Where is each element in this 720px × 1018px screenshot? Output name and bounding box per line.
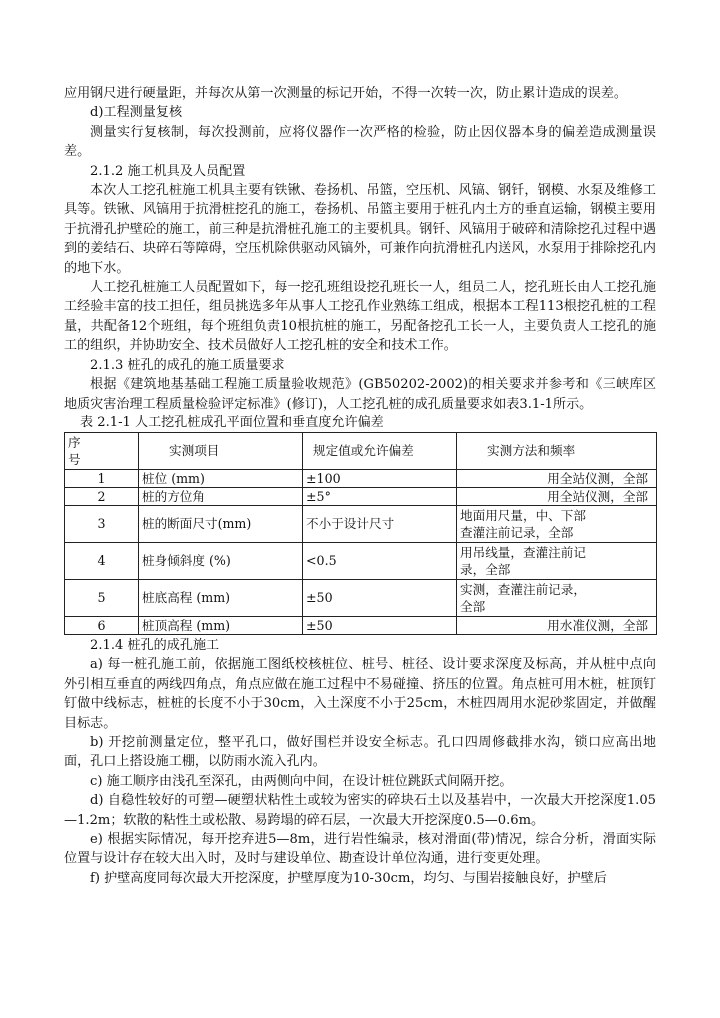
cell-method: 用水准仪测，全部 xyxy=(457,616,657,634)
header-spec: 规定值或允许偏差 xyxy=(303,432,457,469)
section-heading: 2.1.3 桩孔的成孔的施工质量要求 xyxy=(90,357,285,373)
cell-no: 6 xyxy=(65,616,139,634)
table-row xyxy=(65,505,657,542)
cell-method: 用全站仪测，全部 xyxy=(457,487,657,505)
cell-item: 桩顶高程 (mm) xyxy=(139,616,303,634)
paragraph: 人工挖孔桩施工人员配置如下，每一挖孔班组设挖孔班长一人，组员二人，挖孔班长由人工挖孔施工经验丰富的技工担任，组员挑选多年从事人工挖孔作业熟练工组成，根据本工程113根挖孔桩的工程量，共配备12个班组，每个班组负责10根抗桩的施工，另配备挖孔工长一人，主要负责人工挖孔的施工的组织，并协助安全、技术员做好人工挖孔桩的安全和技术工作。 xyxy=(64,280,656,354)
cell-method: 地面用尺量，中、下部 查灌注前记录，全部 xyxy=(457,505,657,542)
cell-spec: 不小于设计尺寸 xyxy=(303,505,457,542)
table-caption: 表 2.1-1 人工挖孔桩成孔平面位置和垂直度允许偏差 xyxy=(80,414,384,430)
cell-spec: ±5° xyxy=(303,487,457,505)
cell-spec: <0.5 xyxy=(303,542,457,579)
table-row xyxy=(65,542,657,579)
paragraph: c) 施工顺序由浅孔至深孔，由两侧向中间，在设计桩位跳跃式间隔开挖。 xyxy=(90,773,513,789)
cell-no: 2 xyxy=(65,487,139,505)
cell-spec: ±100 xyxy=(303,469,457,487)
cell-no: 5 xyxy=(65,579,139,616)
header-method: 实测方法和频率 xyxy=(457,432,657,469)
paragraph: 应用钢尺进行硬量距，并每次从第一次测量的标记开始，不得一次转一次，防止累计造成的误差。 xyxy=(64,86,628,101)
table-row xyxy=(65,487,657,505)
tolerance-table xyxy=(64,432,657,635)
table-row xyxy=(65,579,657,616)
paragraph: a) 每一桩孔施工前，依据施工图纸校核桩位、桩号、桩径、设计要求深度及标高，并从桩中点向外引相互垂直的两线四角点，角点应做在施工过程中不易碰撞、挤压的位置。角点桩可用木桩，桩顶钉钉做中线标志，桩桩的长度不小于30cm，入土深度不小于25cm，木桩四周用水泥砂浆固定，并做醒目标志。 xyxy=(64,657,656,731)
cell-method: 实测，查灌注前记录， 全部 xyxy=(457,579,657,616)
header-no: 序 号 xyxy=(65,432,139,469)
cell-item: 桩身倾斜度 (%) xyxy=(139,542,303,579)
cell-spec: ±50 xyxy=(303,616,457,634)
table-row xyxy=(65,616,657,634)
cell-method: 用吊线量，查灌注前记 录，全部 xyxy=(457,542,657,579)
cell-spec: ±50 xyxy=(303,579,457,616)
header-item: 实测项目 xyxy=(139,432,303,469)
cell-no: 3 xyxy=(65,505,139,542)
section-heading: d)工程测量复核 xyxy=(90,105,183,121)
paragraph: 根据《建筑地基基础工程施工质量验收规范》(GB50202-2002)的相关要求并参考和《三峡库区地质灾害治理工程质量检验评定标准》(修订)，人工挖孔桩的成孔质量要求如表3.1-1所示。 xyxy=(64,377,656,412)
document-page xyxy=(64,84,656,888)
cell-item: 桩的断面尺寸(mm) xyxy=(139,505,303,542)
paragraph: b) 开挖前测量定位，整平孔口，做好围栏并设安全标志。孔口四周修截排水沟，锁口应高出地面，孔口上搭设施工棚，以防雨水流入孔内。 xyxy=(64,734,656,770)
cell-method: 用全站仪测，全部 xyxy=(457,469,657,487)
paragraph: 测量实行复核制，每次投测前，应将仪器作一次严格的检验，防止因仪器本身的偏差造成测量误差。 xyxy=(64,124,656,160)
section-heading: 2.1.2 施工机具及人员配置 xyxy=(90,163,246,179)
cell-item: 桩底高程 (mm) xyxy=(139,579,303,616)
paragraph: f) 护壁高度同每次最大开挖深度，护壁厚度为10-30cm，均匀、与围岩接触良好，护壁后 xyxy=(90,870,607,886)
table-row xyxy=(65,469,657,487)
paragraph: d) 自稳性较好的可塑—硬塑状粘性土或较为密实的碎块石土以及基岩中，一次最大开挖深度1.05—1.2m；软散的粘性土或松散、易跨塌的碎石层，一次最大开挖深度0.5—0.6m。 xyxy=(64,793,656,828)
paragraph: 本次人工挖孔桩施工机具主要有铁锹、卷扬机、吊篮，空压机、风镐、钢钎，钢模、水泵及维修工具等。铁锹、风镐用于抗滑桩挖孔的施工，卷扬机、吊篮主要用于桩孔内土方的垂直运输，钢模主要用于抗滑孔护壁砼的施工，前三种是抗滑桩孔施工的主要机具。钢钎、风镐用于破碎和清除挖孔过程中遇到的姜结石、块碎石等障碍，空压机除供驱动风镐外，可兼作向抗滑桩孔内送风，水泵用于排除挖孔内的地下水。 xyxy=(64,183,656,276)
cell-no: 1 xyxy=(65,469,139,487)
cell-item: 桩位 (mm) xyxy=(139,469,303,487)
cell-no: 4 xyxy=(65,542,139,579)
table-header-row xyxy=(65,432,657,469)
cell-item: 桩的方位角 xyxy=(139,487,303,505)
section-heading: 2.1.4 桩孔的成孔施工 xyxy=(90,637,220,653)
paragraph: e) 根据实际情况，每开挖弃进5—8m，进行岩性编录，核对滑面(带)情况，综合分析，滑面实际位置与设计存在较大出入时，及时与建设单位、勘查设计单位沟通，进行变更处理。 xyxy=(64,831,656,867)
